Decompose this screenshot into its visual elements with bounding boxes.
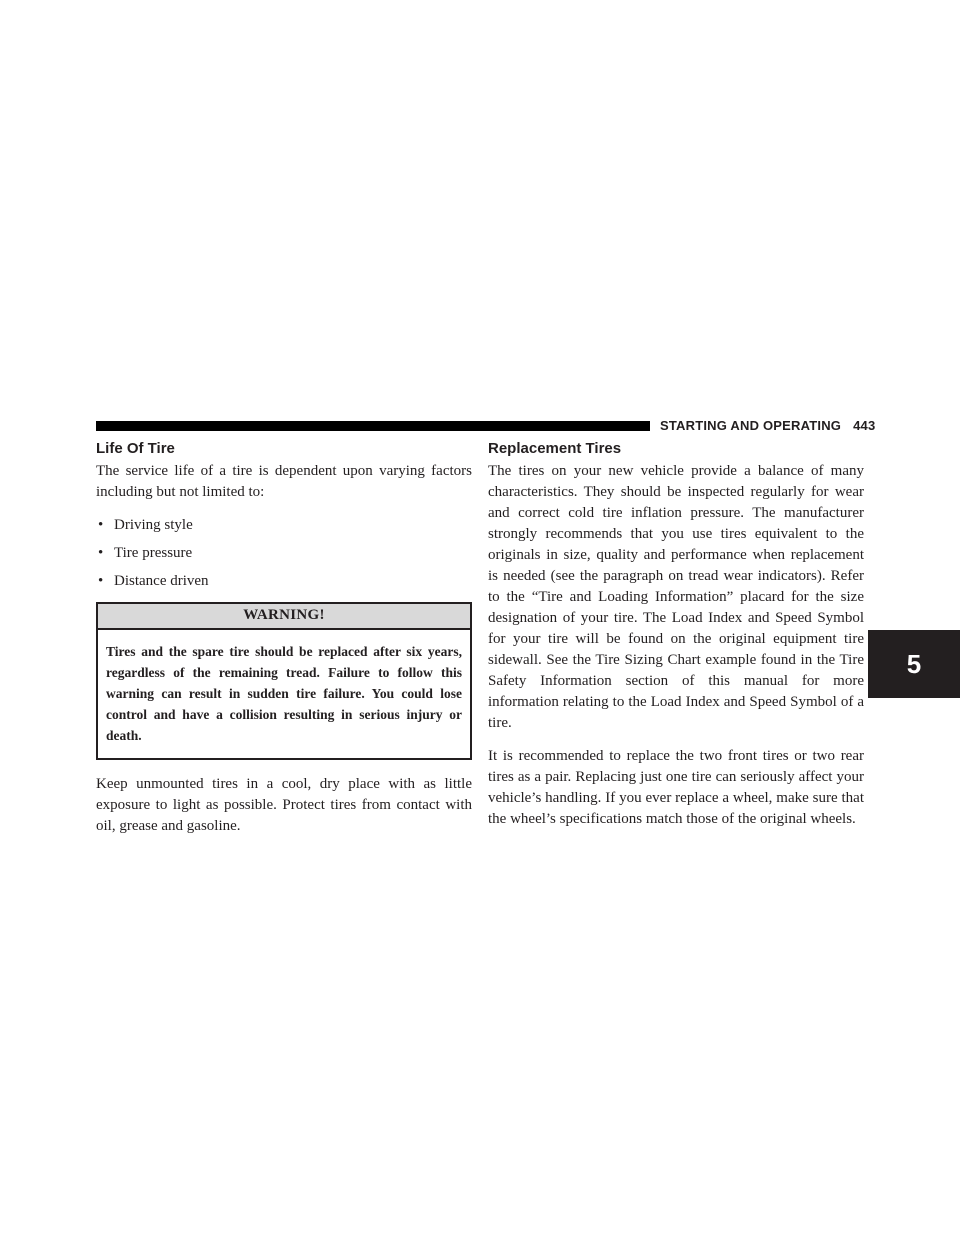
factor-list xyxy=(96,515,472,592)
chapter-tab: 5 xyxy=(868,630,960,698)
right-column xyxy=(488,440,864,842)
running-header xyxy=(660,418,875,433)
replacement-paragraph-1: The tires on your new vehicle provide a balance of many characteristics. They should be inspected regularly for wear and correct cold tire inflation pressure. The manufacturer strongly recommends that you use tires equivalent to the originals in size, quality and performance when replacement is needed (see the paragraph on tread wear indicators). Refer to the “Tire and Loading Information” placard for the size designation of your tire. The Load Index and Speed Symbol for your tire will be found on the original equipment tire sidewall. See the Tire Sizing Chart example found in the Tire Safety Information section of this manual for more information relating to the Load Index and Speed Symbol of a tire. xyxy=(488,463,864,731)
list-item: • Driving style xyxy=(96,515,472,536)
replacement-paragraph-2: It is recommended to replace the two front tires or two rear tires as a pair. Replacing just one tire can seriously affect your vehicle’s handling. If you ever replace a wheel, make sure that the wheel’s specifications match those of the original wheels. xyxy=(488,748,864,827)
warning-text: Tires and the spare tire should be replaced after six years, regardless of the remaining tread. Failure to follow this warning can result in sudden tire failure. You could lose control and have a collision resulting in serious injury or death. xyxy=(106,644,462,743)
page-number: 443 xyxy=(853,418,876,433)
section-heading-replacement-tires: Replacement Tires xyxy=(488,440,622,457)
storage-paragraph: Keep unmounted tires in a cool, dry place with as little exposure to light as possible. Protect tires from contact with oil, grease and gasoline. xyxy=(96,776,472,834)
warning-box xyxy=(96,602,472,760)
list-item: • Distance driven xyxy=(96,571,472,592)
section-title: STARTING AND OPERATING xyxy=(660,418,842,433)
list-item: • Tire pressure xyxy=(96,543,472,564)
section-heading-life-of-tire: Life Of Tire xyxy=(96,440,175,457)
header-rule xyxy=(96,421,650,431)
intro-paragraph: The service life of a tire is dependent upon varying factors including but not limited to: xyxy=(96,463,472,500)
left-column xyxy=(96,440,472,849)
warning-title: WARNING! xyxy=(98,604,470,630)
